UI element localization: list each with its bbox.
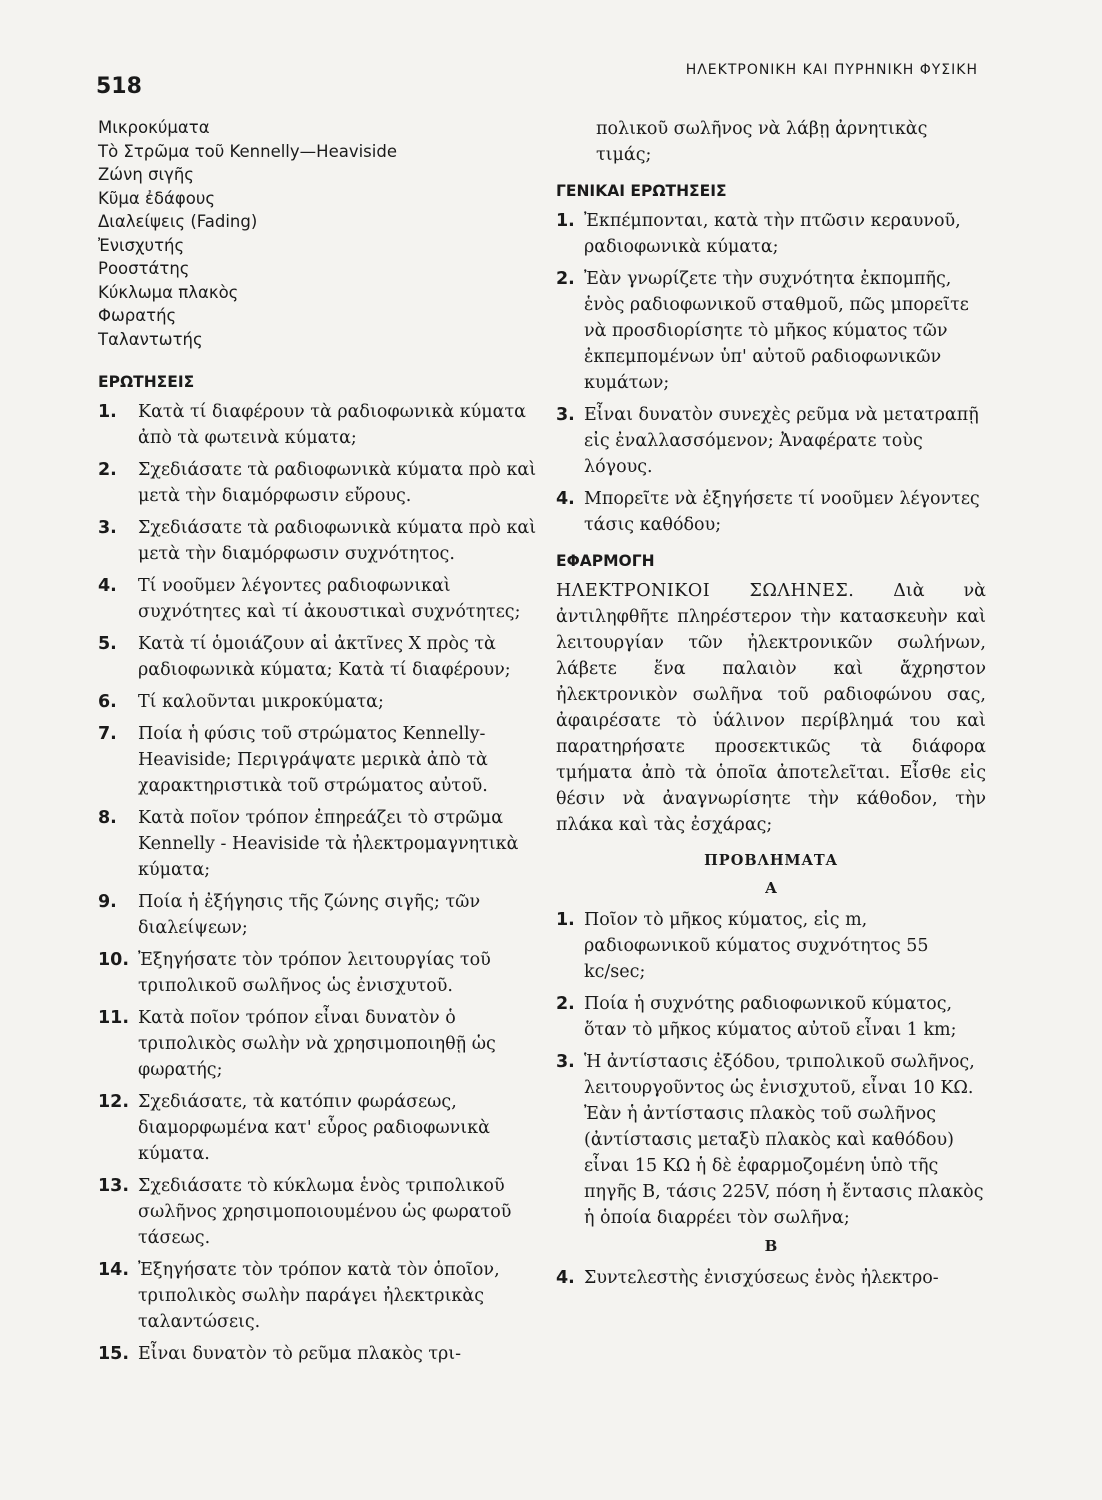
question-text: Σχεδιάσατε τὰ ραδιοφωνικὰ κύματα πρὸ καὶ μετὰ τὴν διαμόρφωσιν συχνότητος. (138, 518, 537, 564)
term-item: Ζώνη σιγῆς (98, 165, 194, 184)
question-item (98, 1005, 540, 1083)
term-item: Διαλείψεις (Fading) (98, 212, 258, 231)
question-number: 3. (556, 405, 575, 425)
problem-number: 1. (556, 910, 575, 930)
problem-item (556, 991, 986, 1043)
question-number: 4. (556, 489, 575, 509)
running-header: ΗΛΕΚΤΡΟΝΙΚΗ ΚΑΙ ΠΥΡΗΝΙΚΗ ΦΥΣΙΚΗ (685, 62, 978, 78)
problem-text: Ποῖον τὸ μῆκος κύματος, εἰς m, ραδιοφωνικοῦ κύματος συχνότητος 55 kc/sec; (584, 910, 929, 982)
question-number: 5. (98, 634, 117, 654)
problem-group-b: Β (764, 1237, 778, 1255)
general-question-item (556, 266, 986, 396)
question-item (98, 1089, 540, 1167)
question-number: 15. (98, 1344, 130, 1364)
term-item: Τὸ Στρῶμα τοῦ Kennelly—Heaviside (98, 141, 397, 161)
question-text: Ἐξηγήσατε τὸν τρόπον λειτουργίας τοῦ τριπολικοῦ σωλῆνος ὡς ἐνισχυτοῦ. (138, 950, 491, 996)
question-number: 12. (98, 1092, 130, 1112)
application-title: ΕΦΑΡΜΟΓΗ (556, 552, 655, 570)
term-item: Κῦμα ἐδάφους (98, 188, 216, 208)
question-item (98, 515, 540, 567)
question-number: 1. (556, 211, 575, 231)
problem-item (556, 1049, 986, 1231)
question-item (98, 399, 540, 451)
question-number: 6. (98, 692, 117, 712)
application-heading: ΗΛΕΚΤΡΟΝΙΚΟΙ ΣΩΛΗΝΕΣ. (556, 581, 855, 601)
question-number: 9. (98, 892, 117, 912)
question-number: 8. (98, 808, 117, 828)
question-text: Ἐκπέμπονται, κατὰ τὴν πτῶσιν κεραυνοῦ, ραδιοφωνικὰ κύματα; (584, 211, 961, 257)
question-number: 4. (98, 576, 117, 596)
term-item: Φωρατής (98, 306, 177, 325)
problem-number: 3. (556, 1052, 575, 1072)
problem-group-a: Α (765, 879, 777, 897)
question-number: 1. (98, 402, 117, 422)
question-item (98, 1341, 540, 1367)
question-item (98, 947, 540, 999)
question-item (98, 573, 540, 625)
problem-item (556, 1265, 986, 1291)
problem-number: 4. (556, 1268, 575, 1288)
question-text: Εἶναι δυνατὸν τὸ ρεῦμα πλακὸς τρι- (138, 1344, 462, 1364)
question-item (98, 721, 540, 799)
question-number: 14. (98, 1260, 130, 1280)
question-number: 7. (98, 724, 117, 744)
problem-text: Ποία ἡ συχνότης ραδιοφωνικοῦ κύματος, ὅταν τὸ μῆκος κύματος αὐτοῦ εἶναι 1 km; (584, 994, 957, 1040)
general-question-item (556, 402, 986, 480)
general-questions-title: ΓΕΝΙΚΑΙ ΕΡΩΤΗΣΕΙΣ (556, 182, 727, 200)
term-item: Ἐνισχυτής (98, 235, 185, 255)
question-item (98, 1257, 540, 1335)
question-text: Κατὰ ποῖον τρόπον εἶναι δυνατὸν ὁ τριπολικὸς σωλὴν νὰ χρησιμοποιηθῇ ὡς φωρατής; (138, 1008, 496, 1080)
question-text: Εἶναι δυνατὸν συνεχὲς ρεῦμα νὰ μετατραπῇ εἰς ἐναλλασσόμενον; Ἀναφέρατε τοὺς λόγους. (584, 405, 979, 477)
question-text: Κατὰ ποῖον τρόπον ἐπηρεάζει τὸ στρῶμα Kennelly - Heaviside τὰ ἠλεκτρομαγνητικὰ κύματα; (138, 808, 519, 880)
question-text: Ποία ἡ ἐξήγησις τῆς ζώνης σιγῆς; τῶν διαλείψεων; (138, 892, 481, 938)
question-text: Σχεδιάσατε τὰ ραδιοφωνικὰ κύματα πρὸ καὶ μετὰ τὴν διαμόρφωσιν εὔρους. (138, 460, 537, 506)
question-number: 2. (98, 460, 117, 480)
question-text: Ἐξηγήσατε τὸν τρόπον κατὰ τὸν ὁποῖον, τριπολικὸς σωλὴν παράγει ἠλεκτρικὰς ταλαντώσεις. (138, 1260, 500, 1332)
question-text: Σχεδιάσατε τὸ κύκλωμα ἑνὸς τριπολικοῦ σωλῆνος χρησιμοποιουμένου ὡς φωρατοῦ τάσεως. (138, 1176, 512, 1248)
question-number: 11. (98, 1008, 130, 1028)
question-item (98, 805, 540, 883)
problem-item (556, 907, 986, 985)
question-item (98, 1173, 540, 1251)
term-item: Μικροκύματα (98, 118, 210, 137)
question-text: Σχεδιάσατε, τὰ κατόπιν φωράσεως, διαμορφωμένα κατ' εὖρος ραδιοφωνικὰ κύματα. (138, 1092, 490, 1164)
application-paragraph (556, 578, 986, 838)
problem-text: Συντελεστὴς ἐνισχύσεως ἑνὸς ἠλεκτρο- (584, 1268, 939, 1288)
term-item: Ταλαντωτής (98, 329, 203, 349)
question-text: Ἐὰν γνωρίζετε τὴν συχνότητα ἐκπομπῆς, ἑνὸς ραδιοφωνικοῦ σταθμοῦ, πῶς μπορεῖτε νὰ προσδιορίσητε τὸ μῆκος κύματος τῶν ἐκπεμπομένων ὑπ' αὐτοῦ ραδιοφωνικῶν κυμάτων; (584, 269, 969, 393)
key-terms-list (98, 116, 540, 351)
problems-title: ΠΡΟΒΛΗΜΑΤΑ (704, 852, 838, 869)
questions-title: ΕΡΩΤΗΣΕΙΣ (98, 373, 195, 391)
term-item: Κύκλωμα πλακὸς (98, 282, 239, 302)
page-number: 518 (96, 74, 142, 99)
question-number: 13. (98, 1176, 130, 1196)
question-text: Κατὰ τί διαφέρουν τὰ ραδιοφωνικὰ κύματα ἀπὸ τὰ φωτεινὰ κύματα; (138, 402, 526, 448)
question-item (98, 457, 540, 509)
general-question-item (556, 486, 986, 538)
term-item: Ροοστάτης (98, 259, 190, 278)
application-text: Διὰ νὰ ἀντιληφθῆτε πληρέστερον τὴν κατασκευὴν καὶ λειτουργίαν τῶν ἠλεκτρονικῶν σωλήνων, λάβετε ἕνα παλαιὸν καὶ ἄχρηστον ἠλεκτρονικὸν σωλῆνα τοῦ ραδιοφώνου σας, ἀφαιρέσατε τὸ ὑάλινον περίβλημά του καὶ παρατηρήσατε προσεκτικῶς τὰ διάφορα τμήματα ἀπὸ τὰ ὁποῖα ἀποτελεῖται. Εἶσθε εἰς θέσιν νὰ ἀναγνωρίσητε τὴν κάθοδον, τὴν πλάκα καὶ τὰς ἐσχάρας; (556, 581, 986, 835)
question-text: Τί νοοῦμεν λέγοντες ραδιοφωνικαὶ συχνότητες καὶ τί ἀκουστικαὶ συχνότητες; (138, 576, 521, 622)
question-number: 2. (556, 269, 575, 289)
question-text: Μπορεῖτε νὰ ἐξηγήσετε τί νοοῦμεν λέγοντες τάσις καθόδου; (584, 489, 980, 535)
right-column (556, 116, 986, 1297)
question-text: Κατὰ τί ὁμοιάζουν αἱ ἀκτῖνες X πρὸς τὰ ραδιοφωνικὰ κύματα; Κατὰ τί διαφέρουν; (138, 634, 511, 680)
general-question-item (556, 208, 986, 260)
problem-text: Ἡ ἀντίστασις ἐξόδου, τριπολικοῦ σωλῆνος, λειτουργοῦντος ὡς ἐνισχυτοῦ, εἶναι 10 KΩ. Ἐὰν ἡ ἀντίστασις πλακὸς τοῦ σωλῆνος (ἀντίστασις μεταξὺ πλακὸς καὶ καθόδου) εἶναι 15 KΩ ἡ δὲ ἐφαρμοζομένη ὑπὸ τῆς πηγῆς B, τάσις 225V, πόση ἡ ἔντασις πλακὸς ἡ ὁποία διαρρέει τὸν σωλῆνα; (584, 1052, 984, 1228)
question-item (98, 689, 540, 715)
question-text: Τί καλοῦνται μικροκύματα; (138, 692, 384, 712)
question-number: 3. (98, 518, 117, 538)
question-item (98, 631, 540, 683)
question-continuation: πολικοῦ σωλῆνος νὰ λάβῃ ἀρνητικὰς τιμάς; (596, 119, 928, 165)
question-text: Ποία ἡ φύσις τοῦ στρώματος Kennelly-Heaviside; Περιγράψατε μερικὰ ἀπὸ τὰ χαρακτηριστικὰ τοῦ στρώματος αὐτοῦ. (138, 724, 488, 796)
problem-number: 2. (556, 994, 575, 1014)
question-number: 10. (98, 950, 130, 970)
question-item (98, 889, 540, 941)
left-column (98, 116, 540, 1373)
